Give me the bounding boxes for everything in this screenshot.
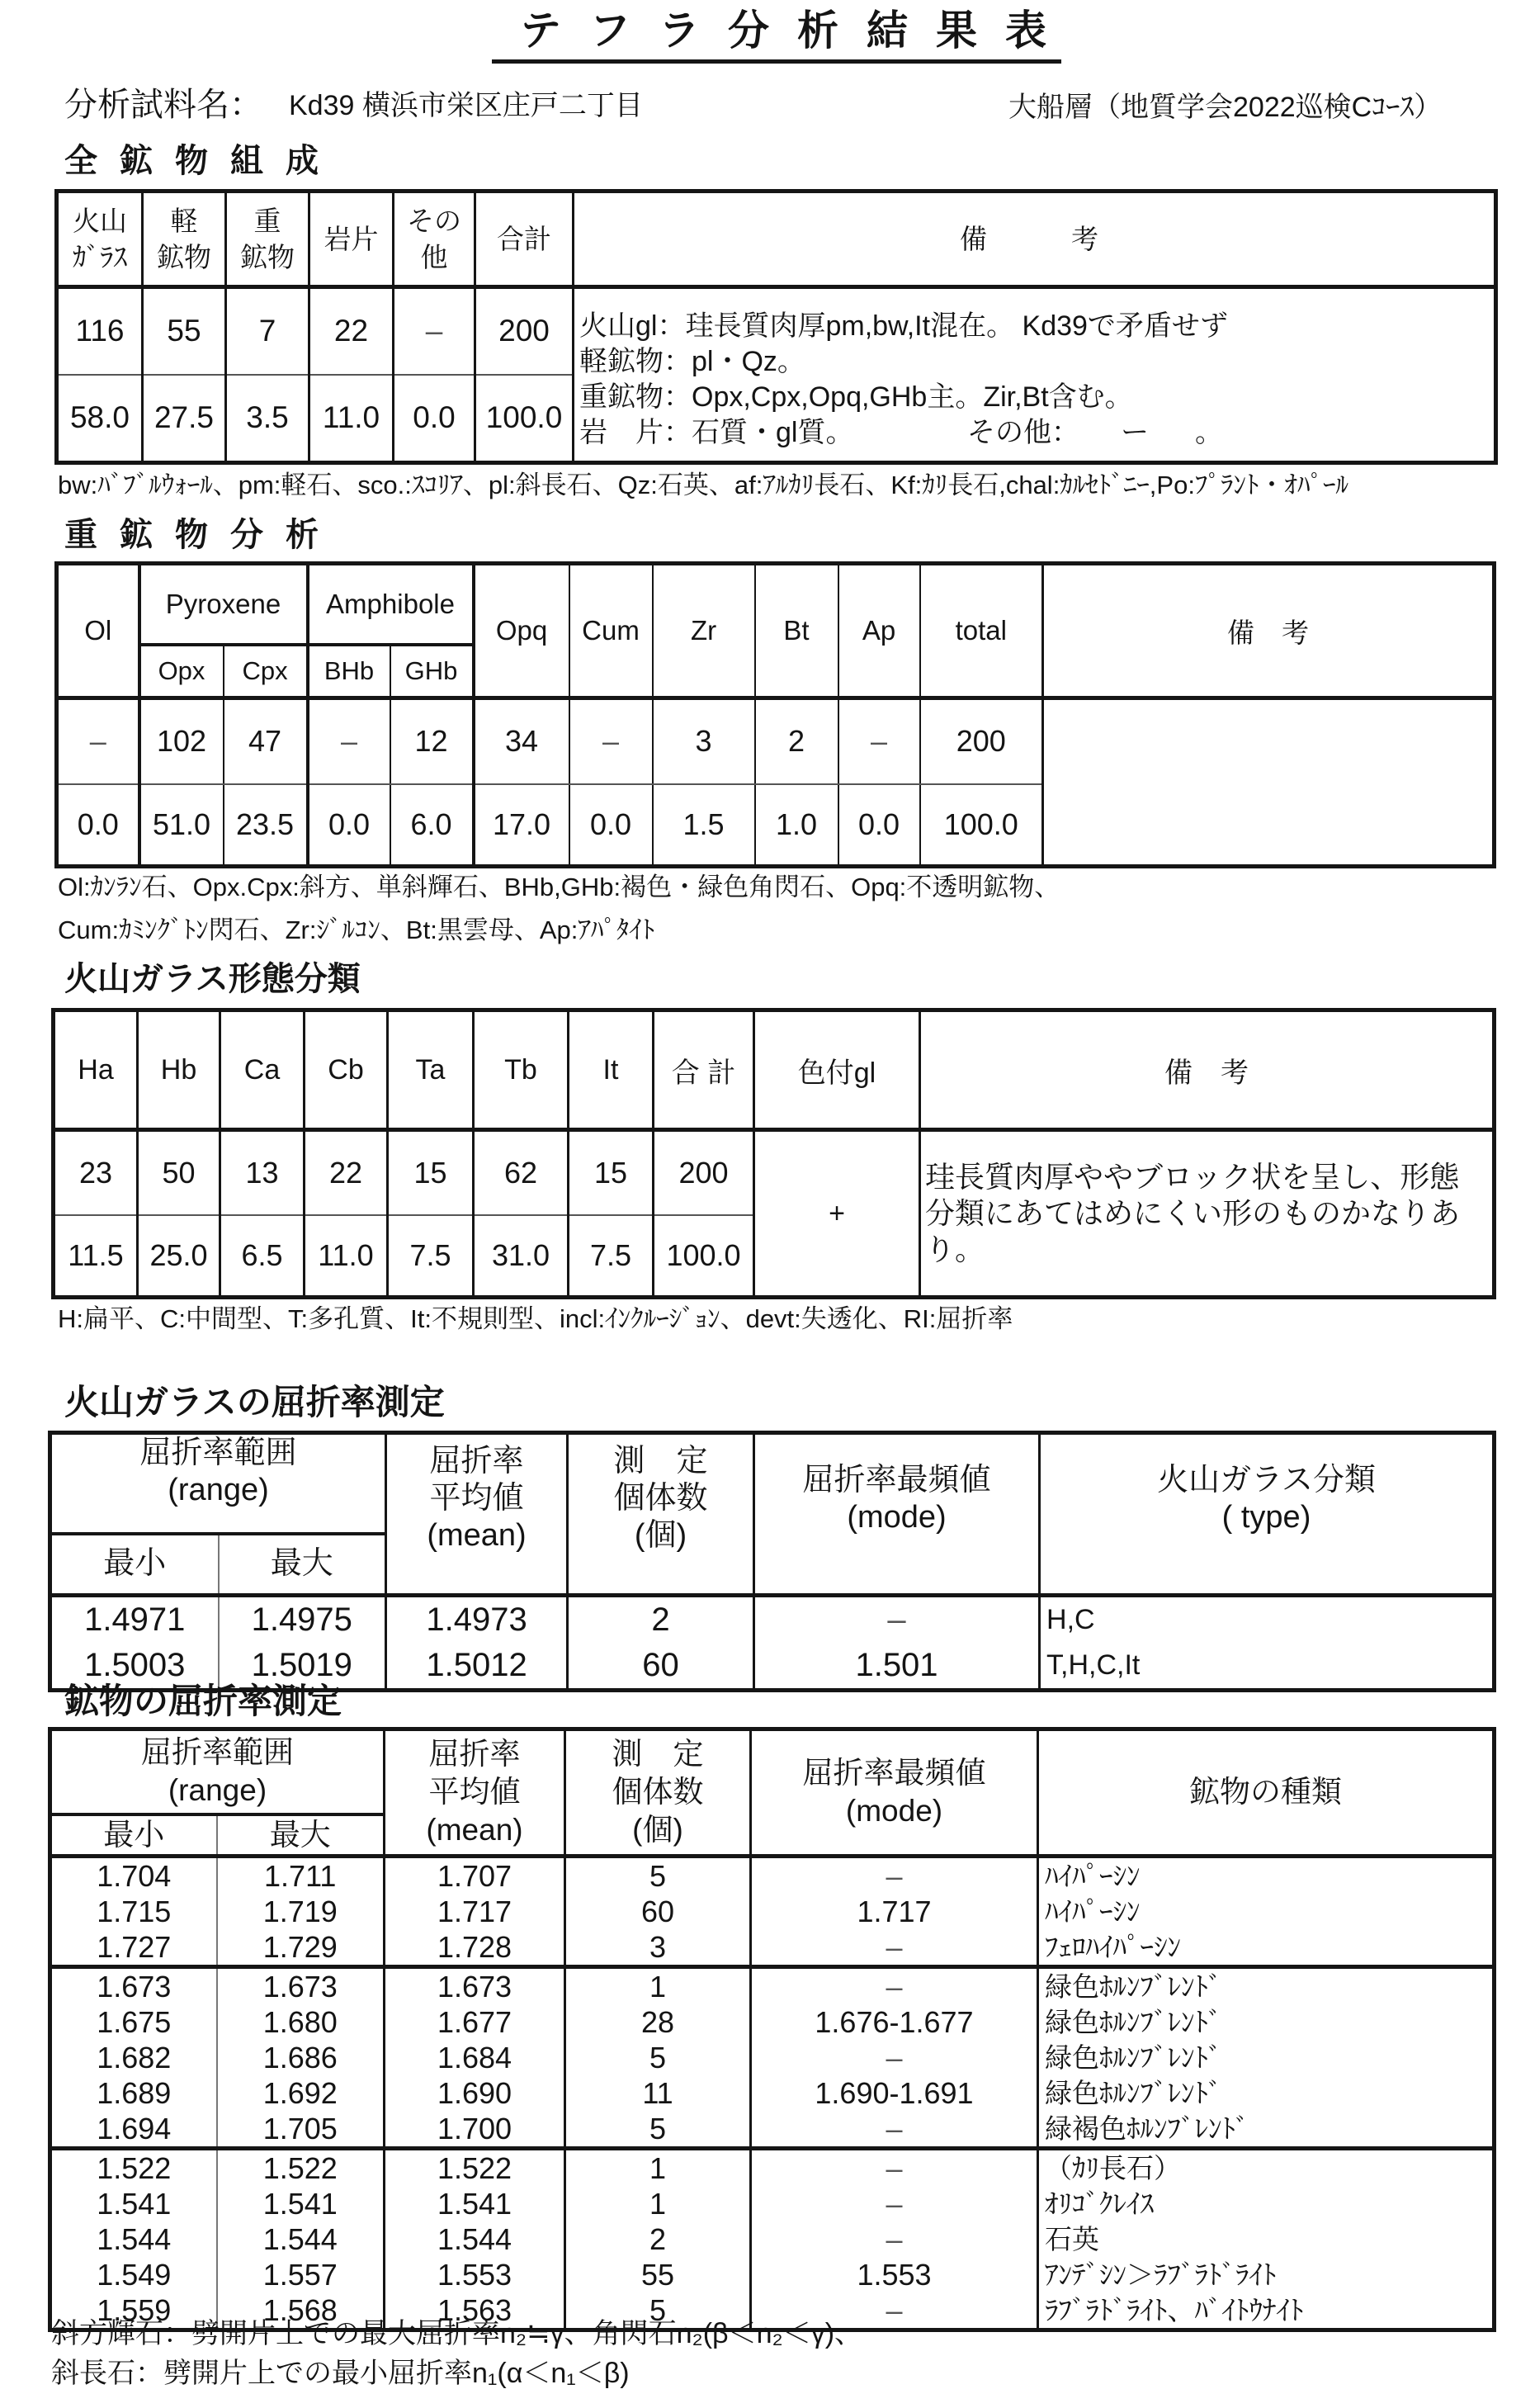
count-cell: 11 (565, 2075, 751, 2111)
count-cell: 2 (568, 1595, 754, 1643)
percent-cell: 0.0 (394, 375, 475, 463)
count-cell: – (838, 698, 920, 784)
header-count: 測 定 個体数 (個) (565, 1729, 751, 1857)
formation-label: 大船層（地質学会2022巡検Cｺｰｽ） (1008, 92, 1443, 123)
count-cell: 200 (475, 287, 574, 375)
mineral-ri-row (50, 2075, 1495, 2111)
footnote-ri-plagioclase: 斜長石：劈開片上での最小屈折率n₁(α＜n₁＜β) (51, 2358, 630, 2389)
header-opx: Opx (139, 645, 224, 698)
header-cum: Cum (569, 564, 653, 698)
header-opq: Opq (474, 564, 569, 698)
mode-cell: – (751, 2292, 1038, 2330)
percent-cell: 51.0 (139, 784, 224, 867)
header-zr: Zr (653, 564, 755, 698)
header-total: total (920, 564, 1043, 698)
remark-line: 分類にあてはめにくい形のものかなりあ (925, 1196, 1461, 1230)
remarks-cell (1043, 698, 1495, 867)
header-light-minerals: 軽 鉱物 (143, 192, 226, 287)
mineral-ri-row (50, 2111, 1495, 2149)
min-cell: 1.541 (50, 2186, 217, 2221)
remark-line: 珪長質肉厚ややブロック状を呈し、形態 (925, 1160, 1460, 1194)
percent-cell: 11.0 (305, 1215, 388, 1298)
remark-heavy-minerals: 重鉱物：Opx,Cpx,Opq,GHb主。Zir,Bt含む。 (579, 381, 1133, 413)
mode-cell: – (751, 2040, 1038, 2075)
header-min: 最小 (50, 1814, 217, 1857)
type-cell: T,H,C,It (1040, 1643, 1495, 1690)
count-cell: 13 (220, 1130, 305, 1215)
count-cell: 5 (565, 2040, 751, 2075)
header-tb: Tb (474, 1010, 569, 1130)
header-remarks: 備 考 (920, 1010, 1495, 1130)
mean-cell: 1.707 (385, 1856, 565, 1894)
min-cell: 1.689 (50, 2075, 217, 2111)
mineral-kind-cell: 緑色ﾎﾙﾝﾌﾞﾚﾝﾄﾞ (1038, 2004, 1495, 2040)
mineral-ri-row (50, 2221, 1495, 2257)
header-colored-glass: 色付gl (754, 1010, 920, 1130)
percent-cell: 3.5 (226, 375, 309, 463)
colored-glass-cell: + (754, 1130, 920, 1298)
max-cell: 1.5019 (219, 1643, 386, 1690)
remark-other-value: ー (1121, 417, 1149, 448)
remark-volcanic-glass: 火山gl：珪長質肉厚pm,bw,It混在。 Kd39で矛盾せず (579, 310, 1228, 342)
table-row-counts (54, 1130, 1495, 1215)
mode-cell: – (751, 2148, 1038, 2186)
percent-cell: 100.0 (654, 1215, 754, 1298)
header-ta: Ta (388, 1010, 474, 1130)
percent-cell: 0.0 (308, 784, 390, 867)
count-cell: – (569, 698, 653, 784)
mineral-kind-cell: 緑色ﾎﾙﾝﾌﾞﾚﾝﾄﾞ (1038, 2040, 1495, 2075)
footnote-heavy-minerals-1: Ol:ｶﾝﾗﾝ石、Opx.Cpx:斜方、単斜輝石、BHb,GHb:褐色・緑色角閃石、Opq:不透明鉱物、 (58, 873, 1060, 901)
count-cell: 22 (309, 287, 394, 375)
mean-cell: 1.717 (385, 1894, 565, 1929)
count-cell: 15 (388, 1130, 474, 1215)
min-cell: 1.544 (50, 2221, 217, 2257)
type-cell: H,C (1040, 1595, 1495, 1643)
count-cell: 28 (565, 2004, 751, 2040)
header-mode: 屈折率最頻値 (mode) (754, 1433, 1040, 1596)
glass-morphology-table (51, 1008, 1496, 1299)
header-lithic-fragments: 岩片 (309, 192, 394, 287)
count-cell: 7 (226, 287, 309, 375)
count-cell: 60 (568, 1643, 754, 1690)
footnote-heavy-minerals-2: Cum:ｶﾐﾝｸﾞﾄﾝ閃石、Zr:ｼﾞﾙｺﾝ、Bt:黒雲母、Ap:ｱﾊﾟﾀｲﾄ (58, 915, 655, 944)
count-cell: 5 (565, 2292, 751, 2330)
header-cpx: Cpx (224, 645, 308, 698)
count-cell: 47 (224, 698, 308, 784)
mode-cell: 1.553 (751, 2257, 1038, 2292)
percent-cell: 25.0 (138, 1215, 220, 1298)
remark-light-minerals: 軽鉱物：pl・Qz。 (579, 346, 805, 377)
mineral-kind-cell: 緑色ﾎﾙﾝﾌﾞﾚﾝﾄﾞ (1038, 2075, 1495, 2111)
mean-cell: 1.541 (385, 2186, 565, 2221)
header-max: 最大 (219, 1534, 386, 1595)
percent-cell: 1.5 (653, 784, 755, 867)
table-header-row (54, 1010, 1495, 1130)
header-ol: Ol (57, 564, 139, 698)
percent-cell: 11.0 (309, 375, 394, 463)
header-heavy-minerals: 重 鉱物 (226, 192, 309, 287)
header-total: 合 計 (654, 1010, 754, 1130)
mineral-kind-cell: 緑色ﾎﾙﾝﾌﾞﾚﾝﾄﾞ (1038, 1966, 1495, 2004)
header-type: 火山ガラス分類 ( type) (1040, 1433, 1495, 1596)
mode-cell: – (754, 1595, 1040, 1643)
table-header-row (57, 192, 1496, 287)
percent-cell: 23.5 (224, 784, 308, 867)
count-cell: 2 (565, 2221, 751, 2257)
table-header-row (57, 564, 1495, 645)
mean-cell: 1.684 (385, 2040, 565, 2075)
header-cb: Cb (305, 1010, 388, 1130)
min-cell: 1.682 (50, 2040, 217, 2075)
max-cell: 1.729 (217, 1929, 385, 1967)
count-cell: – (308, 698, 390, 784)
header-remarks: 備 考 (1043, 564, 1495, 698)
mode-cell: 1.501 (754, 1643, 1040, 1690)
remark-line: り。 (925, 1232, 985, 1266)
mineral-ri-row (50, 1929, 1495, 1967)
max-cell: 1.544 (217, 2221, 385, 2257)
count-cell: 15 (569, 1130, 654, 1215)
remark-other-label: その他： (967, 417, 1079, 448)
percent-cell: 31.0 (474, 1215, 569, 1298)
mode-cell: – (751, 1966, 1038, 2004)
mean-cell: 1.553 (385, 2257, 565, 2292)
count-cell: 1 (565, 1966, 751, 2004)
table-row (50, 1595, 1495, 1643)
mode-cell: – (751, 1929, 1038, 1967)
header-mean: 屈折率 平均値 (mean) (386, 1433, 568, 1596)
mineral-kind-cell: ﾊｲﾊﾟｰｼﾝ (1038, 1894, 1495, 1929)
count-cell: 23 (54, 1130, 138, 1215)
header-other: その 他 (394, 192, 475, 287)
mineral-kind-cell: （ｶﾘ長石） (1038, 2148, 1495, 2186)
percent-cell: 7.5 (569, 1215, 654, 1298)
min-cell: 1.5003 (50, 1643, 219, 1690)
section-heading-glass-morphology: 火山ガラス形態分類 (64, 961, 361, 997)
header-amphibole: Amphibole (308, 564, 474, 645)
max-cell: 1.522 (217, 2148, 385, 2186)
mineral-kind-cell: 緑褐色ﾎﾙﾝﾌﾞﾚﾝﾄﾞ (1038, 2111, 1495, 2149)
heavy-mineral-table (54, 561, 1496, 868)
mineral-ri-row (50, 2257, 1495, 2292)
glass-ri-table (48, 1431, 1496, 1692)
count-cell: 200 (920, 698, 1043, 784)
header-ap: Ap (838, 564, 920, 698)
percent-cell: 27.5 (143, 375, 226, 463)
count-cell: 22 (305, 1130, 388, 1215)
mineral-kind-cell: ｱﾝﾃﾞｼﾝ＞ﾗﾌﾞﾗﾄﾞﾗｲﾄ (1038, 2257, 1495, 2292)
percent-cell: 1.0 (755, 784, 838, 867)
mineral-ri-row (50, 2040, 1495, 2075)
max-cell: 1.557 (217, 2257, 385, 2292)
max-cell: 1.719 (217, 1894, 385, 1929)
mean-cell: 1.522 (385, 2148, 565, 2186)
max-cell: 1.711 (217, 1856, 385, 1894)
min-cell: 1.727 (50, 1929, 217, 1967)
mean-cell: 1.728 (385, 1929, 565, 1967)
percent-cell: 11.5 (54, 1215, 138, 1298)
count-cell: 200 (654, 1130, 754, 1215)
mineral-kind-cell: ﾊｲﾊﾟｰｼﾝ (1038, 1856, 1495, 1894)
mode-cell: 1.690-1.691 (751, 2075, 1038, 2111)
min-cell: 1.673 (50, 1966, 217, 2004)
sample-label: 分析試料名： (64, 87, 262, 123)
remarks-cell (574, 287, 1496, 463)
mineral-ri-row (50, 1966, 1495, 2004)
footnote-ri-pyroxene: 斜方輝石：劈開片上での最大屈折率n₂≒γ、角閃石n₂(β＜n₂＜γ)、 (51, 2318, 863, 2349)
mineral-ri-row (50, 1894, 1495, 1929)
count-cell: 1 (565, 2148, 751, 2186)
mode-cell: – (751, 2221, 1038, 2257)
percent-cell: 58.0 (57, 375, 143, 463)
header-mode: 屈折率最頻値 (mode) (751, 1729, 1038, 1857)
section-heading-mineral-ri: 鉱物の屈折率測定 (64, 1682, 342, 1720)
max-cell: 1.705 (217, 2111, 385, 2149)
count-cell: 50 (138, 1130, 220, 1215)
percent-cell: 0.0 (57, 784, 139, 867)
header-volcanic-glass: 火山 ｶﾞﾗｽ (57, 192, 143, 287)
min-cell: 1.559 (50, 2292, 217, 2330)
mineral-kind-cell: ﾗﾌﾞﾗﾄﾞﾗｲﾄ、ﾊﾞｲﾄｳﾅｲﾄ (1038, 2292, 1495, 2330)
document-title: テフラ分析結果表 (492, 5, 1061, 64)
header-ha: Ha (54, 1010, 138, 1130)
min-cell: 1.549 (50, 2257, 217, 2292)
header-it: It (569, 1010, 654, 1130)
count-cell: 12 (390, 698, 474, 784)
mineral-kind-cell: ｵﾘｺﾞｸﾚｲｽ (1038, 2186, 1495, 2221)
mineral-ri-row (50, 1856, 1495, 1894)
count-cell: 60 (565, 1894, 751, 1929)
count-cell: 1 (565, 2186, 751, 2221)
mean-cell: 1.677 (385, 2004, 565, 2040)
mean-cell: 1.4973 (386, 1595, 568, 1643)
remark-lithic-line (579, 415, 1494, 451)
max-cell: 1.686 (217, 2040, 385, 2075)
remark-lithic: 岩 片：石質・gl質。 (579, 417, 854, 448)
mode-cell: – (751, 2186, 1038, 2221)
section-heading-heavy-mineral: 重鉱物分析 (64, 517, 341, 553)
whole-mineral-table (54, 189, 1498, 465)
percent-cell: 6.0 (390, 784, 474, 867)
table-row-counts (57, 287, 1496, 375)
mineral-ri-row (50, 2148, 1495, 2186)
remarks-cell (920, 1130, 1495, 1298)
footnote-glass-types: H:扁平、C:中間型、T:多孔質、It:不規則型、incl:ｲﾝｸﾙｰｼﾞｮﾝ、devt:失透化、RI:屈折率 (58, 1304, 1013, 1333)
mean-cell: 1.673 (385, 1966, 565, 2004)
max-cell: 1.568 (217, 2292, 385, 2330)
max-cell: 1.541 (217, 2186, 385, 2221)
header-ca: Ca (220, 1010, 305, 1130)
min-cell: 1.4971 (50, 1595, 219, 1643)
count-cell: 102 (139, 698, 224, 784)
percent-cell: 0.0 (569, 784, 653, 867)
header-total: 合計 (475, 192, 574, 287)
mode-cell: 1.676-1.677 (751, 2004, 1038, 2040)
count-cell: 62 (474, 1130, 569, 1215)
mode-cell: – (751, 1856, 1038, 1894)
header-bhb: BHb (308, 645, 390, 698)
count-cell: 34 (474, 698, 569, 784)
max-cell: 1.4975 (219, 1595, 386, 1643)
table-header-row (50, 1433, 1495, 1535)
min-cell: 1.704 (50, 1856, 217, 1894)
mean-cell: 1.690 (385, 2075, 565, 2111)
mineral-kind-cell: 石英 (1038, 2221, 1495, 2257)
header-hb: Hb (138, 1010, 220, 1130)
max-cell: 1.673 (217, 1966, 385, 2004)
header-mineral-kind: 鉱物の種類 (1038, 1729, 1495, 1857)
min-cell: 1.675 (50, 2004, 217, 2040)
percent-cell: 6.5 (220, 1215, 305, 1298)
max-cell: 1.680 (217, 2004, 385, 2040)
header-count: 測 定 個体数 (個) (568, 1433, 754, 1596)
percent-cell: 100.0 (475, 375, 574, 463)
header-bt: Bt (755, 564, 838, 698)
header-ghb: GHb (390, 645, 474, 698)
mode-cell: – (751, 2111, 1038, 2149)
table-row-counts (57, 698, 1495, 784)
min-cell: 1.715 (50, 1894, 217, 1929)
count-cell: 3 (653, 698, 755, 784)
count-cell: 5 (565, 2111, 751, 2149)
min-cell: 1.522 (50, 2148, 217, 2186)
section-heading-glass-ri: 火山ガラスの屈折率測定 (64, 1383, 445, 1422)
count-cell: 116 (57, 287, 143, 375)
percent-cell: 7.5 (388, 1215, 474, 1298)
mean-cell: 1.5012 (386, 1643, 568, 1690)
percent-cell: 0.0 (838, 784, 920, 867)
percent-cell: 100.0 (920, 784, 1043, 867)
count-cell: 55 (143, 287, 226, 375)
max-cell: 1.692 (217, 2075, 385, 2111)
header-min: 最小 (50, 1534, 219, 1595)
count-cell: 3 (565, 1929, 751, 1967)
section-heading-whole-mineral: 全鉱物組成 (64, 143, 341, 179)
header-max: 最大 (217, 1814, 385, 1857)
header-mean: 屈折率 平均値 (mean) (385, 1729, 565, 1857)
table-header-row (50, 1729, 1495, 1814)
mineral-kind-cell: ﾌｪﾛﾊｲﾊﾟｰｼﾝ (1038, 1929, 1495, 1967)
count-cell: – (57, 698, 139, 784)
mean-cell: 1.544 (385, 2221, 565, 2257)
sample-name: Kd39 横浜市栄区庄戸二丁目 (289, 90, 643, 121)
mode-cell: 1.717 (751, 1894, 1038, 1929)
min-cell: 1.694 (50, 2111, 217, 2149)
mean-cell: 1.563 (385, 2292, 565, 2330)
mineral-ri-row (50, 2186, 1495, 2221)
mineral-ri-row (50, 2004, 1495, 2040)
remark-other-end: 。 (1195, 417, 1223, 448)
mean-cell: 1.700 (385, 2111, 565, 2149)
footnote-abbreviations: bw:ﾊﾞﾌﾞﾙｳｫｰﾙ、pm:軽石、sco.:ｽｺﾘｱ、pl:斜長石、Qz:石英、af:ｱﾙｶﾘ長石、Kf:ｶﾘ長石,chal:ｶﾙｾﾄﾞﾆｰ,Po:ﾌﾟﾗﾝﾄ・ｵﾊﾟｰﾙ (58, 471, 1348, 499)
mineral-ri-table (48, 1727, 1496, 2332)
header-remarks: 備 考 (574, 192, 1496, 287)
count-cell: 55 (565, 2257, 751, 2292)
header-range: 屈折率範囲 (range) (50, 1729, 385, 1814)
header-pyroxene: Pyroxene (139, 564, 308, 645)
percent-cell: 17.0 (474, 784, 569, 867)
count-cell: 5 (565, 1856, 751, 1894)
count-cell: 2 (755, 698, 838, 784)
count-cell: – (394, 287, 475, 375)
header-range: 屈折率範囲 (range) (50, 1433, 386, 1535)
